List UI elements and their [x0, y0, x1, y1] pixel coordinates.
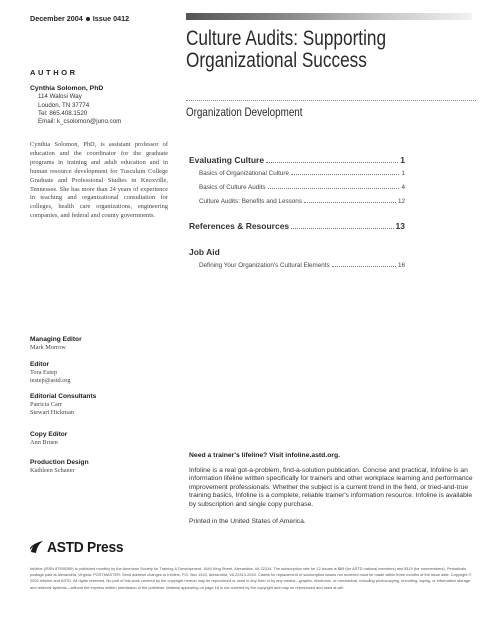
toc-leader — [266, 162, 398, 163]
toc-title: Basics of Culture Audits — [199, 184, 266, 191]
toc-title: Job Aid — [189, 247, 220, 257]
author-bio: Cynthia Solomon, PhD, is assistant professor of education and the coordinator for the graduate programs in training and adult education and in human resource development for Tusculum College Graduate and Professional Studies in Knoxville, Tennessee. She has more than 24 years of experience in teaching and organizational consultation for colleges, health care organizations, engineering companies, and federal and county governments. — [30, 141, 168, 220]
toc-page: 16 — [397, 262, 405, 269]
credit-managing-editor — [30, 336, 82, 352]
credit-production-design — [30, 459, 89, 475]
issue-number: Issue 0412 — [92, 14, 130, 23]
page-subtitle: Organization Development — [186, 105, 303, 119]
astd-press-logo — [30, 538, 130, 556]
toc-section-job-aid[interactable] — [189, 247, 405, 258]
author-contact — [30, 85, 121, 126]
promo-body: Infoline is a real got-a-problem, find-a-solution publication. Concise and practical, Infoline is an information lifeline written specifically for trainers and other workplace learning and performance improvement professionals. Whether the subject is a current trend in the field, or tried-and-true training basics, Infoline is a complete, reliable trainer's information resource. Infoline is available by subscription and single copy purchase. — [189, 467, 473, 508]
credit-label: Editorial Consultants — [30, 393, 97, 400]
printed-note: Printed in the United States of America. — [189, 518, 306, 526]
toc-leader — [291, 228, 393, 229]
bullet-dot-icon — [86, 17, 90, 21]
toc-section-references[interactable] — [189, 221, 405, 232]
promo-heading[interactable]: Need a trainer's lifeline? Visit infoline.astd.org. — [189, 452, 341, 459]
author-name: Cynthia Solomon, PhD — [30, 85, 104, 92]
author-label: AUTHOR — [30, 68, 78, 77]
credit-value: Ann Bruen — [30, 439, 58, 447]
promo-block — [189, 452, 473, 525]
credit-label: Production Design — [30, 459, 89, 466]
toc-page: 1 — [400, 155, 405, 165]
credit-label: Managing Editor — [30, 336, 82, 343]
author-address-line-2: Loudon, TN 37774 — [38, 101, 90, 109]
header-gradient-bar — [186, 13, 472, 20]
credit-value: Tora Estep — [30, 369, 58, 377]
toc-leader — [291, 174, 400, 175]
toc-leader — [268, 188, 400, 189]
toc-page: 12 — [397, 198, 405, 205]
toc-page: 13 — [395, 221, 405, 231]
toc-page: 4 — [401, 184, 405, 191]
credit-label: Editor — [30, 361, 50, 368]
toc-title: References & Resources — [189, 221, 290, 231]
credit-label: Copy Editor — [30, 431, 68, 438]
title-divider — [186, 100, 476, 101]
toc-title: Culture Audits: Benefits and Lessons — [199, 198, 302, 205]
toc-section-evaluating[interactable] — [189, 155, 405, 166]
toc-item[interactable] — [189, 198, 405, 207]
credit-copy-editor — [30, 431, 67, 447]
toc-item[interactable] — [189, 184, 405, 193]
credit-value: Kathleen Schaner — [30, 467, 75, 475]
issue-date: December 2004 — [30, 14, 83, 23]
table-of-contents — [189, 155, 405, 271]
issue-line — [30, 14, 129, 23]
astd-swoosh-icon — [30, 540, 44, 554]
toc-item[interactable] — [189, 262, 405, 271]
toc-title: Defining Your Organization's Cultural Elements — [199, 262, 330, 269]
author-tel: Tel: 865.408.1520 — [38, 109, 88, 117]
toc-title: Basics of Organizational Culture — [199, 170, 289, 177]
credit-value: Mark Morrow — [30, 344, 66, 352]
credit-value: Stewart Hickman — [30, 409, 74, 417]
title-line-2: Organizational Success — [186, 49, 367, 72]
publication-fineprint: Infoline (ISSN 87559269) is published monthly by the American Society for Training & Development, 1640 King Street, Alexandria, VA 22314. The subscription rate for 12 issues is $89 (for ASTD national members) and $119 (for nonmembers). Periodicals postage paid at Alexandria, Virginia. POSTMASTER: Send address changes to Infoline, P.O. Box 1443, Alexandria, VA 22313-2043. Claims for replacement of subscription issues not received must be made within three months of the issue date. Copyright © 2004 Infoline and ASTD. All rights reserved. No part of this work covered by the copyright hereon may be reproduced or used in any form or by any means—graphic, electronic, or mechanical, including photocopying, recording, taping, or information storage and retrieval systems—without the express written permission of the publisher. Material appearing on page 16 is not covered by the copyright and may be reproduced and used at will. — [30, 566, 472, 590]
credit-value: Patricia Carr — [30, 401, 62, 409]
logo-text: ASTD Press — [47, 538, 124, 556]
toc-title: Evaluating Culture — [189, 155, 265, 165]
credit-editor — [30, 361, 70, 386]
title-line-1: Culture Audits: Supporting — [186, 27, 387, 50]
page-title — [186, 28, 424, 72]
author-address-line-1: 114 Walosi Way — [38, 93, 82, 101]
toc-item[interactable] — [189, 170, 405, 179]
toc-page: 1 — [401, 170, 405, 177]
author-email: Email: k_csolomon@juno.com — [38, 118, 122, 126]
credit-editorial-consultants — [30, 393, 96, 418]
toc-leader — [304, 202, 396, 203]
credit-value: testep@astd.org — [30, 377, 71, 385]
toc-leader — [332, 266, 396, 267]
